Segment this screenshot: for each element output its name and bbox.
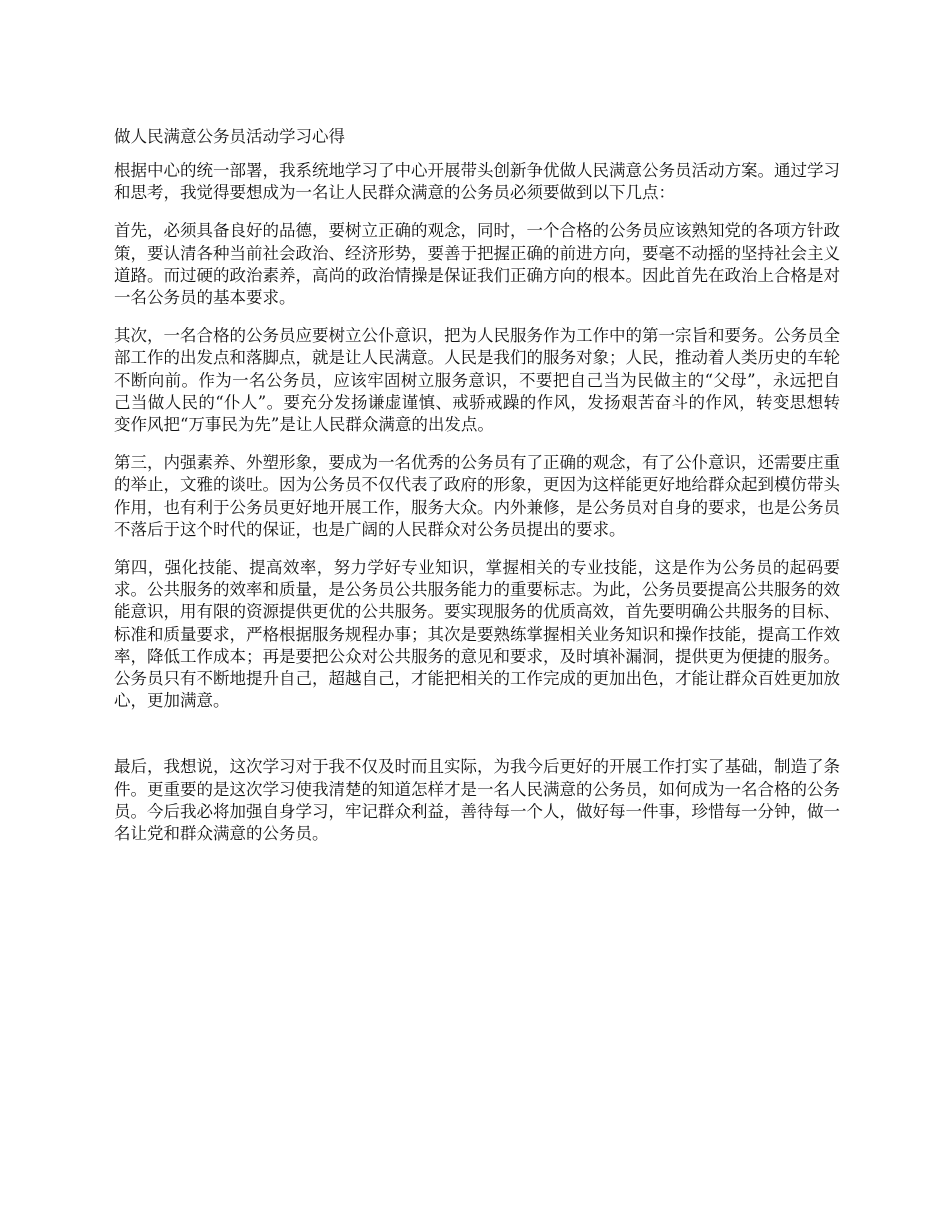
paragraph-second: 其次，一名合格的公务员应要树立公仆意识，把为人民服务作为工作中的第一宗旨和要务。公务员全部工作的出发点和落脚点，就是让人民满意。人民是我们的服务对象；人民，推动着人类历史的车轮不断向前。作为一名公务员，应该牢固树立服务意识，不要把自己当为民做主的“父母”，永远把自己当做人民的“仆人”。要充分发扬谦虚谨慎、戒骄戒躁的作风，发扬艰苦奋斗的作风，转变思想转变作风把“万事民为先”是让人民群众满意的出发点。 xyxy=(114,326,840,435)
paragraph-third: 第三，内强素养、外塑形象，要成为一名优秀的公务员有了正确的观念，有了公仆意识，还需要庄重的举止，文雅的谈吐。因为公务员不仅代表了政府的形象，更因为这样能更好地给群众起到模仿带头作用，也有利于公务员更好地开展工作，服务大众。内外兼修，是公务员对自身的要求，也是公务员不落后于这个时代的保证，也是广阔的人民群众对公务员提出的要求。 xyxy=(114,453,840,539)
paragraph-first: 首先，必须具备良好的品德，要树立正确的观念，同时，一个合格的公务员应该熟知党的各项方针政策，要认清各种当前社会政治、经济形势，要善于把握正确的前进方向，要毫不动摇的坚持社会主义道路。而过硬的政治素养，高尚的政治情操是保证我们正确方向的根本。因此首先在政治上合格是对一名公务员的基本要求。 xyxy=(114,221,840,308)
paragraph-fourth: 第四，强化技能、提高效率，努力学好专业知识，掌握相关的专业技能，这是作为公务员的起码要求。公共服务的效率和质量，是公务员公共服务能力的重要标志。为此，公务员要提高公共服务的效能意识，用有限的资源提供更优的公共服务。要实现服务的优质高效，首先要明确公共服务的目标、标准和质量要求，严格根据服务规程办事；其次是要熟练掌握相关业务知识和操作技能，提高工作效率，降低工作成本；再是要把公众对公共服务的意见和要求，及时填补漏洞，提供更为便捷的服务。公务员只有不断地提升自己，超越自己，才能把相关的工作完成的更加出色，才能让群众百姓更加放心，更加满意。 xyxy=(114,558,840,711)
document-page xyxy=(114,126,840,861)
document-title: 做人民满意公务员活动学习心得 xyxy=(114,127,345,146)
paragraph-conclusion: 最后，我想说，这次学习对于我不仅及时而且实际，为我今后更好的开展工作打实了基础，制造了条件。更重要的是这次学习使我清楚的知道怎样才是一名人民满意的公务员，如何成为一名合格的公务员。今后我必将加强自身学习，牢记群众利益，善待每一个人，做好每一件事，珍惜每一分钟，做一名让党和群众满意的公务员。 xyxy=(114,757,840,844)
paragraph-intro: 根据中心的统一部署，我系统地学习了中心开展带头创新争优做人民满意公务员活动方案。通过学习和思考，我觉得要想成为一名让人民群众满意的公务员必须要做到以下几点： xyxy=(114,161,840,203)
